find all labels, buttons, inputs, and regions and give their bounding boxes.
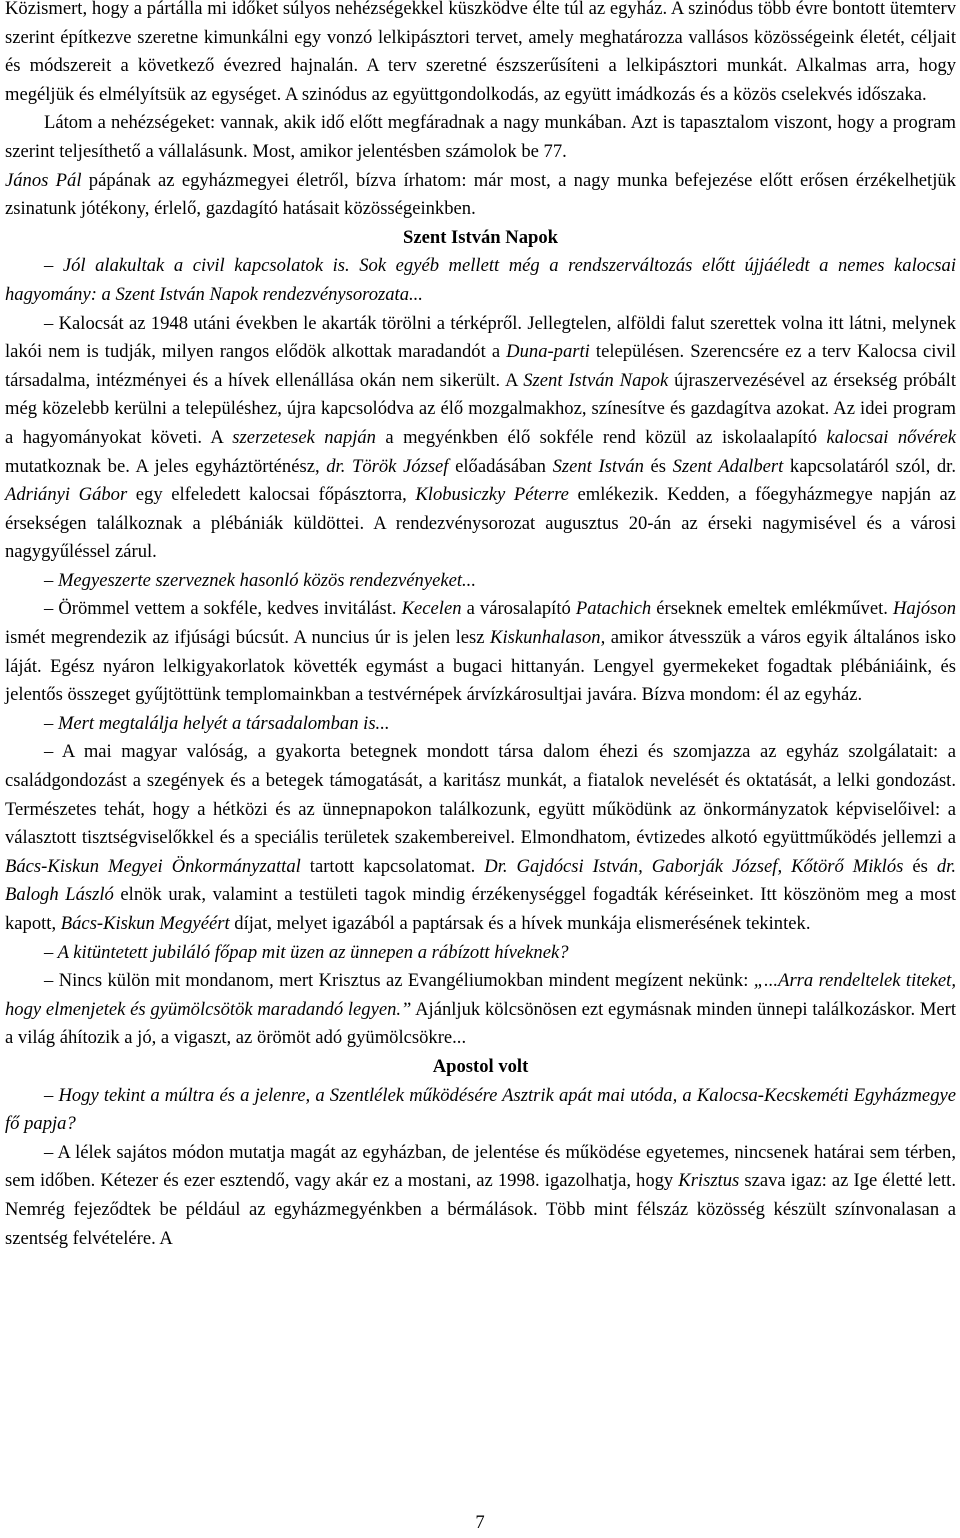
answer-text: mutatkoznak be. A jeles egyháztörténész,	[5, 455, 327, 477]
answer-3	[5, 738, 956, 938]
italic-term: Szent Adalbert	[672, 455, 784, 477]
section-heading-szent-istvan: Szent István Napok	[403, 226, 558, 248]
answer-text: amikor átvesszük a város egyik általános isko láját. Egész nyáron lelkigyakorlatok követték egymást a bugaci hittanyán. Lengyel gyermekeket fogadtak plébániáink, és jelentős összeget gyűjtöttünk templomainkban a testvérnépek árvízkárosultjai javára. Bízva mondom: él az egyház.	[5, 627, 956, 706]
paragraph-intro-3	[5, 167, 956, 224]
answer-text: és	[643, 455, 673, 477]
answer-5	[5, 1139, 956, 1253]
answer-text: – A lélek sajátos módon mutatja magát az egyházban, de jelentése és működése egyetemes, nincsenek határai sem térben, sem időben. Kétezer és ezer esztendő, vagy akár ez a mostani, az 1998. igazolhatja, hogy	[5, 1141, 956, 1192]
question-text: – Jól alakultak a civil kapcsolatok is. Sok egyéb mellett még a rendszerváltozás előtt újjáéledt a nemes kalocsai hagyomány: a Szent István Napok rendezvénysorozata...	[5, 255, 956, 305]
question-3	[5, 710, 956, 739]
question-2	[5, 567, 956, 596]
answer-text: a városalapító	[461, 598, 576, 620]
italic-term: dr. Török József	[326, 455, 449, 477]
question-text: – Hogy tekint a múltra és a jelenre, a Szentlélek működésére Asztrik apát mai utóda, a Kalocsa-Kecskeméti Egyházmegye fő papja?	[5, 1084, 956, 1135]
answer-text: településen. Szerencsére ez a terv Kalocsa civil társadalma, intézményei és a hívek ellenállása okán nem sikerült. A	[5, 341, 956, 391]
answer-text: Ajánljuk kölcsönösen ezt egymásnak minden ünnepi találkozáskor. Mert a világ áhítozik a jó, a vigaszt, az örömöt adó gyümölcsökre...	[5, 998, 956, 1049]
italic-term: Szent István	[552, 455, 644, 477]
italic-term: Bács-Kiskun Megyei Önkormányzattal	[5, 855, 301, 877]
italic-term: Kiskunhalason,	[490, 627, 606, 649]
section-heading-apostol-volt: Apostol volt	[432, 1055, 529, 1077]
answer-text: egy elfeledett kalocsai főpásztorra,	[127, 484, 416, 506]
paragraph-intro-1	[5, 0, 956, 109]
answer-text: szava igaz: az Ige életté lett. Nemrég fejeződtek be például az egyházmegyénkben a bérmálások. Több mint félszáz közösség készült színvonalasan a szentség felvételére. A	[5, 1170, 956, 1249]
italic-term: Krisztus	[678, 1170, 740, 1192]
article-body	[5, 0, 956, 1253]
italic-term: kalocsai nővérek	[826, 426, 956, 448]
answer-text: emlékezik. Kedden, a főegyházmegye napján az érsekségen találkoznak a plébániák küldöttei. A rendezvénysorozat augusztus 20-án az érseki nagymisével és a városi nagygyűléssel zárul.	[5, 484, 956, 563]
answer-text: kapcsolatáról szól, dr.	[783, 455, 956, 477]
italic-term: Kecelen	[401, 598, 462, 620]
answer-text: előadásában	[448, 455, 553, 477]
paragraph-text: Látom a nehézségeket: vannak, akik idő előtt megfáradnak a nagy munkában. Azt is tapasztalom viszont, hogy a program szerint teljesíthető a vállalásunk. Most, amikor jelentésben számolok be 77.	[5, 112, 956, 162]
answer-text: – Kalocsát az 1948 utáni években le akarták törölni a térképről. Jellegtelen, alföldi falut szerettek volna itt látni, melynek lakói nem is tudják, milyen rangos elődök alkottak maradandót a	[5, 312, 956, 363]
italic-term: szerzetesek napján	[232, 426, 376, 448]
answer-text: ismét megrendezik az ifjúsági búcsút. A nuncius úr is jelen lesz	[5, 627, 491, 649]
answer-2	[5, 595, 956, 709]
answer-text: érseknek emeltek emlékművet.	[651, 598, 893, 620]
answer-text: – A mai magyar valóság, a gyakorta betegnek mondott társa dalom éhezi és szomjazza az egyház szolgálatait: a családgondozást a szegények és a betegek támogatását, a karitász munkát, a fiatalok nevelését és oktatását, a lelki gondozást. Természetes tehát, hogy a hétközi és az ünnepnapokon találkozunk, együtt működünk az önkormányzatok képviselőivel: a választott tisztségviselőkkel és a speciális területek szakembereivel. Elmondhatom, évtizedes alkotó együttműködés jellemzi a	[5, 741, 956, 849]
question-text: – Megyeszerte szerveznek hasonló közös rendezvényeket...	[44, 569, 476, 591]
answer-text: elnök urak, valamint a testületi tagok mindig érzékenységgel fogadták kéréseinket. Itt köszönöm meg a most kapott,	[5, 884, 956, 934]
page-number: 7	[475, 1512, 485, 1533]
italic-term: Klobusiczky Péterre	[415, 484, 569, 506]
italic-term: Duna-parti	[506, 341, 590, 363]
name-emphasis: János Pál	[5, 169, 82, 191]
italic-quote: „...Arra rendeltelek titeket, hogy elmenjetek és gyümölcsötök maradandó legyen.”	[5, 970, 956, 1020]
question-text: – A kitüntetett jubiláló főpap mit üzen az ünnepen a rábízott híveknek?	[44, 941, 569, 963]
question-1	[5, 252, 956, 309]
paragraph-intro-2	[5, 109, 956, 166]
answer-text: díjat, melyet igazából a paptársak és a hívek munkája elismerésének tekintek.	[229, 913, 811, 934]
italic-term: Adriányi Gábor	[5, 484, 128, 506]
paragraph-text: pápának az egyházmegyei életről, bízva írhatom: már most, a nagy munka befejezése előtt erősen érzékelhetjük zsinatunk jótékony, érlelő, gazdagító hatásait közösségeinkben.	[5, 169, 956, 220]
italic-term: Bács-Kiskun Megyéért	[60, 913, 230, 934]
answer-text: újraszervezésével az érsekség próbált még közelebb kerülni a településhez, újra kapcsolódva az élő mozgalmakhoz, színesítve és gazdagítva azokat. Az idei program a hagyományokat követi. A	[5, 369, 956, 448]
answer-text: tartott kapcsolatomat.	[300, 855, 485, 877]
answer-4	[5, 967, 956, 1053]
question-text: – Mert megtalálja helyét a társadalomban is...	[44, 712, 390, 734]
answer-text: – Nincs külön mit mondanom, mert Krisztus az Evangéliumokban mindent megízent nekünk:	[44, 970, 754, 992]
italic-term: Dr. Gajdócsi István, Gaborják József, Kőtörő Miklós	[484, 855, 904, 877]
answer-text: – Örömmel vettem a sokféle, kedves invitálást.	[44, 598, 402, 620]
italic-term: dr. Balogh László	[5, 855, 956, 906]
answer-1	[5, 310, 956, 567]
answer-text: és	[903, 855, 937, 877]
answer-text: a megyénkben élő sokféle rend közül az iskolaalapító	[375, 426, 827, 448]
italic-term: Szent István Napok	[523, 369, 669, 391]
question-4	[5, 939, 956, 968]
italic-term: Hajóson	[892, 598, 956, 620]
italic-term: Patachich	[575, 598, 652, 620]
paragraph-text: Közismert, hogy a pártállа mi időket súlyos nehézségekkel küszködve élte túl az egyház. A szinódus több évre bontott ütemterv szerint építkezve szeretne kimunkálni egy vonzó lelkipásztori tervet, amely meghatározza vallásos közösségeink életét, céljait és módszereit a következő évezred hajnalán. A terv szeretné észszerűsíteni a lelkipásztori munkát. Alkalmas arra, hogy megéljük és elmélyítsük az egységet. A szinódus az együttgondolkodás, az együtt imádkozás és a közös cselekvés időszaka.	[5, 0, 956, 105]
question-5	[5, 1082, 956, 1139]
